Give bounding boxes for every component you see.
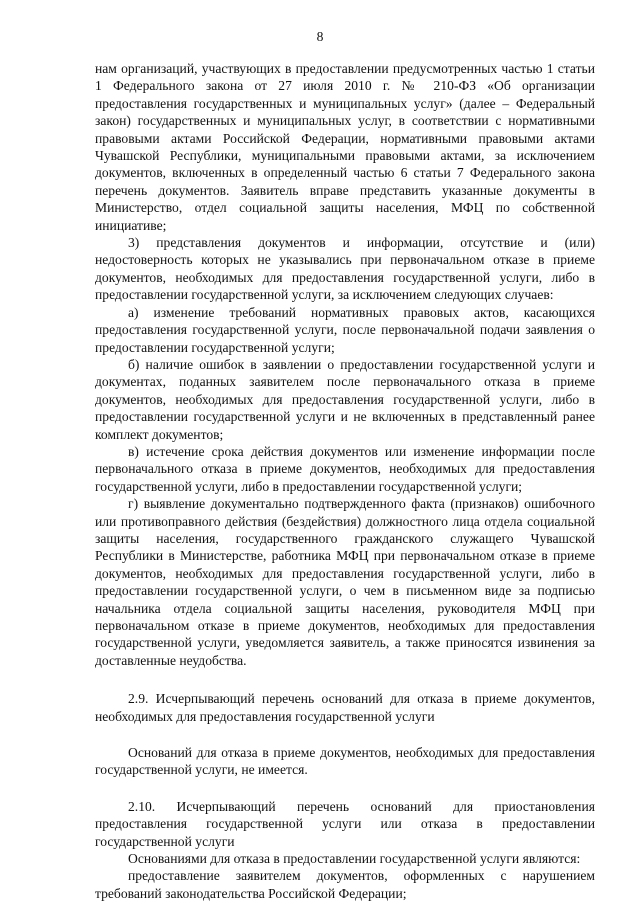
section-heading: 2.9. Исчерпывающий перечень оснований для отказа в приеме документов, необходимых для предоставления государственной услуги: [95, 691, 595, 724]
paragraph: Основаниями для отказа в предоставлении государственной услуги являются:: [128, 851, 581, 867]
paragraph: нам организаций, участвующих в предоставлении предусмотренных частью 1 статьи 1 Федерального закона от 27 июля 2010 г. № 210-ФЗ «Об организации предоставления государственных и муниципальных услуг» (далее – Федеральный закон) государственных и муниципальных услуг, в соответствии с нормативными правовыми актами Российской Федерации, нормативными правовыми актами Чувашской Республики, муниципальными правовыми актами, за исключением документов, включенных в определенный частью 6 статьи 7 Федерального закона перечень документов. Заявитель вправе представить указанные документы в Министерство, отдел социальной защиты населения, МФЦ по собственной инициативе;: [95, 61, 595, 233]
paragraph: 3) представления документов и информации, отсутствие и (или) недостоверность которых не указывались при первоначальном отказе в приеме документов, необходимых для предоставления государственной услуги, либо в предоставлении государственной услуги, за исключением следующих случаев:: [95, 235, 595, 303]
section-heading: 2.10. Исчерпывающий перечень оснований для приостановления предоставления государственной услуги или отказа в предоставлении государственной услуги: [95, 798, 595, 849]
paragraph: предоставление заявителем документов, оформленных с нарушением требований законодательства Российской Федерации;: [95, 868, 595, 901]
paragraph: г) выявление документально подтвержденного факта (признаков) ошибочного или противоправного действия (бездействия) должностного лица отдела социальной защиты населения, государственного гражданского служащего Чувашской Республики в Министерстве, работника МФЦ при первоначальном отказе в приеме документов, необходимых для предоставления государственной услуги, либо в предоставлении государственной услуги, о чем в письменном виде за подписью начальника отдела социальной защиты населения, руководителя МФЦ при первоначальном отказе в приеме документов, необходимых для предоставления государственной услуги, уведомляется заявитель, а также приносятся извинения за доставленные неудобства.: [95, 496, 595, 668]
document-body: [95, 60, 595, 902]
page-number: 8: [316, 29, 324, 44]
paragraph: в) истечение срока действия документов или изменение информации после первоначального отказа в приеме документов, необходимых для предоставления государственной услуги, либо в предоставлении государственной услуги;: [95, 443, 595, 494]
paragraph: б) наличие ошибок в заявлении о предоставлении государственной услуги и документах, поданных заявителем после первоначального отказа в приеме документов, необходимых для предоставления государственной услуги, либо в предоставлении государственной услуги и не включенных в представленный ранее комплект документов;: [95, 356, 595, 442]
paragraph: Оснований для отказа в приеме документов, необходимых для предоставления государственной услуги, не имеется.: [95, 745, 595, 778]
paragraph: а) изменение требований нормативных правовых актов, касающихся предоставления государственной услуги, после первоначальной подачи заявления о предоставлении государственной услуги;: [95, 304, 595, 355]
